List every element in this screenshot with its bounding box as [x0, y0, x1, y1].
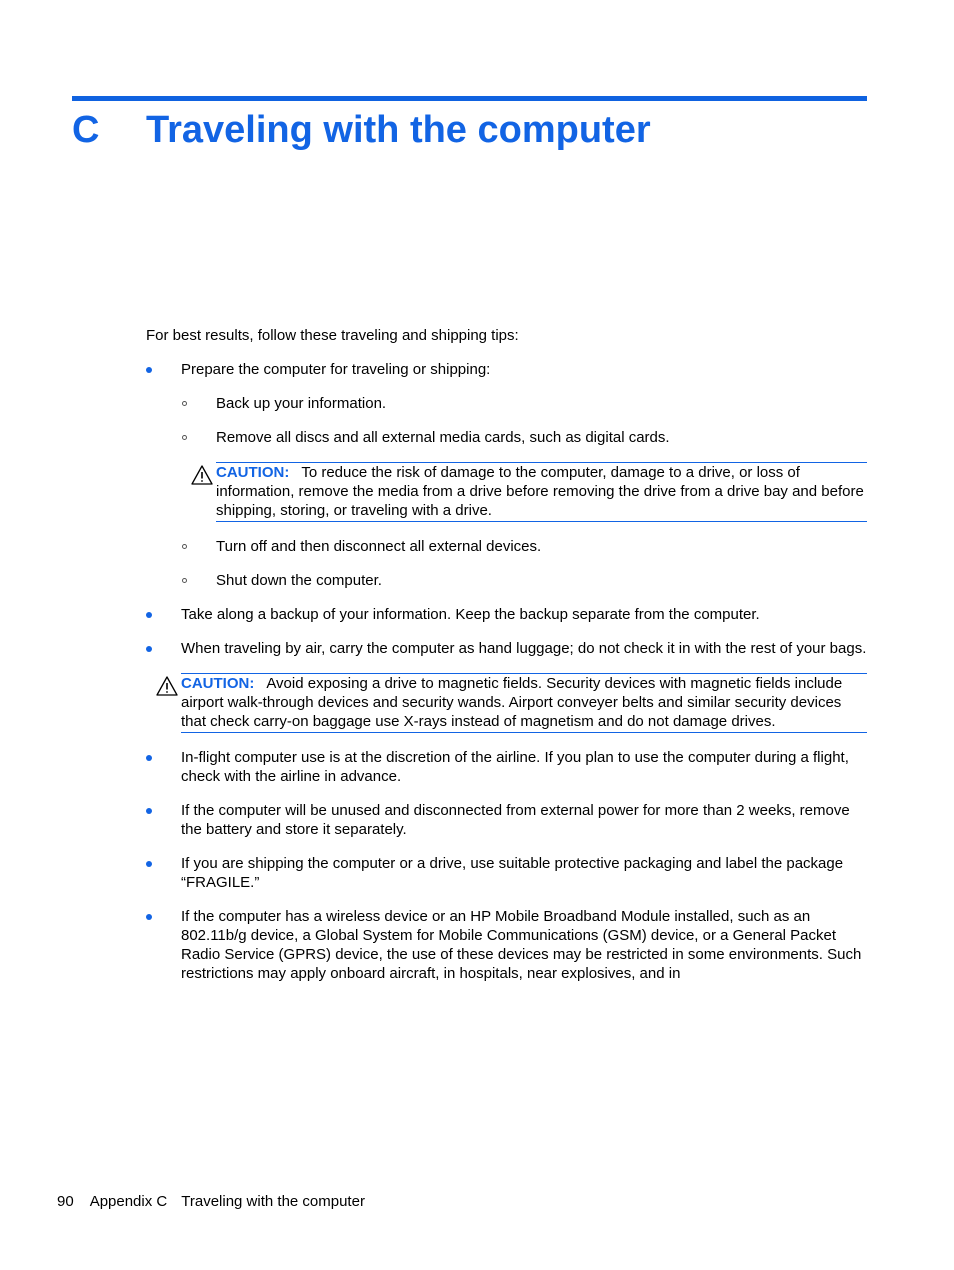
page-footer — [57, 1192, 365, 1211]
footer-title: Traveling with the computer — [181, 1193, 365, 1210]
sub-list-item — [146, 394, 867, 413]
list-item-text: When traveling by air, carry the computer as hand luggage; do not check it in with the rest of your bags. — [181, 640, 867, 657]
bullet-dot-icon — [146, 755, 152, 761]
bullet-dot-icon — [146, 367, 152, 373]
list-item-text: If the computer will be unused and disconnected from external power for more than 2 weeks, remove the battery and store it separately. — [181, 802, 850, 838]
sub-list-item-text: Remove all discs and all external media cards, such as digital cards. — [216, 429, 670, 446]
sub-list-item — [146, 571, 867, 590]
list-item-text: In-flight computer use is at the discretion of the airline. If you plan to use the computer during a flight, check with the airline in advance. — [181, 749, 849, 785]
chapter-letter: C — [72, 109, 100, 151]
caution-text: To reduce the risk of damage to the computer, damage to a drive, or loss of information, remove the media from a drive before removing the drive from a drive bay and before shipping, storing, or traveling with a drive. — [216, 464, 864, 519]
list-item-text: If you are shipping the computer or a drive, use suitable protective packaging and label the package “FRAGILE.” — [181, 855, 844, 891]
open-circle-icon — [182, 401, 187, 406]
sub-list-item — [146, 537, 867, 556]
list-item-text: Prepare the computer for traveling or shipping: — [181, 361, 491, 378]
chapter-rule — [72, 96, 867, 101]
caution-note — [216, 462, 867, 522]
bullet-dot-icon — [146, 808, 152, 814]
caution-note — [181, 673, 867, 733]
warning-triangle-icon — [191, 465, 213, 485]
bullet-dot-icon — [146, 861, 152, 867]
list-item — [146, 748, 867, 786]
sub-list-item-text: Back up your information. — [216, 395, 387, 412]
sub-list-item — [146, 428, 867, 447]
open-circle-icon — [182, 435, 187, 440]
sub-list-item-text: Shut down the computer. — [216, 572, 382, 589]
list-item — [146, 360, 867, 379]
caution-label: CAUTION: — [181, 675, 255, 692]
list-item-text: If the computer has a wireless device or an HP Mobile Broadband Module installed, such as an 802.11b/g device, a Global System for Mobile Communications (GSM) device, or a General Packet Radio Service (GPRS) device, the use of these devices may be restricted in some environments. Such restrictions may apply onboard aircraft, in hospitals, near explosives, and in — [181, 908, 862, 982]
list-item — [146, 639, 867, 658]
body-content — [146, 326, 867, 998]
open-circle-icon — [182, 544, 187, 549]
bullet-dot-icon — [146, 612, 152, 618]
footer-appendix: Appendix C — [89, 1193, 168, 1210]
list-item — [146, 801, 867, 839]
chapter-title: Traveling with the computer — [146, 109, 651, 151]
sub-list-item-text: Turn off and then disconnect all external devices. — [216, 538, 542, 555]
list-item — [146, 605, 867, 624]
page-number: 90 — [57, 1193, 74, 1210]
caution-text: Avoid exposing a drive to magnetic fields. Security devices with magnetic fields include airport walk-through devices and security wands. Airport conveyer belts and similar security devices that check carry-on baggage use X-rays instead of magnetism and do not damage drives. — [181, 675, 843, 730]
bullet-dot-icon — [146, 914, 152, 920]
open-circle-icon — [182, 578, 187, 583]
list-item — [146, 907, 867, 983]
list-item — [146, 854, 867, 892]
bullet-dot-icon — [146, 646, 152, 652]
caution-label: CAUTION: — [216, 464, 290, 481]
intro-paragraph: For best results, follow these traveling and shipping tips: — [146, 327, 519, 344]
warning-triangle-icon — [156, 676, 178, 696]
list-item-text: Take along a backup of your information. Keep the backup separate from the computer. — [181, 606, 760, 623]
